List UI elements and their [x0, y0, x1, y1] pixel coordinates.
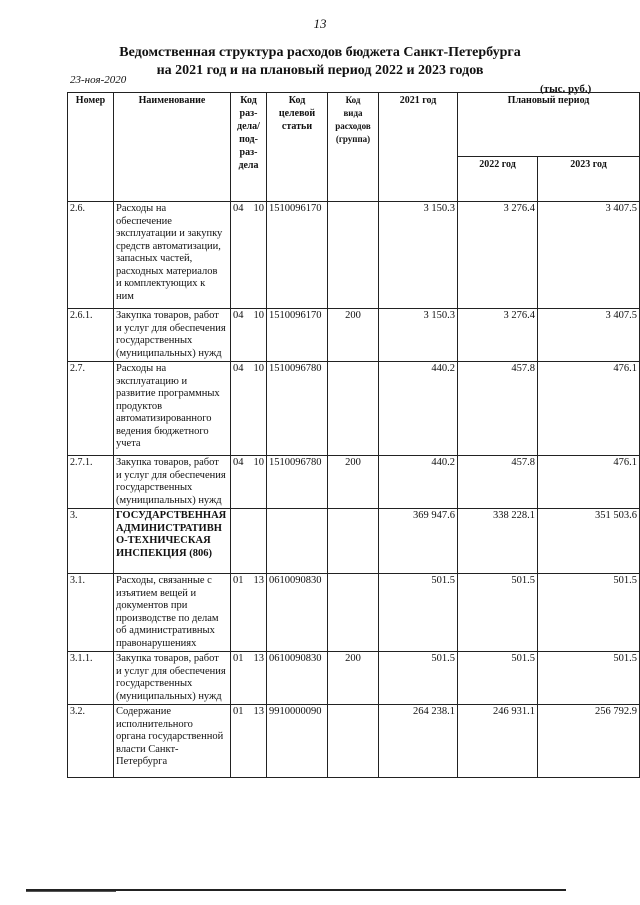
row-section-code — [231, 202, 267, 309]
row-amount-2021: 3 150.3 — [379, 202, 458, 309]
row-section: 04 — [233, 310, 244, 321]
row-amount-2021: 264 238.1 — [379, 705, 458, 778]
page-number: 13 — [313, 16, 327, 31]
row-amount-2023: 476.1 — [538, 456, 640, 509]
row-section-code — [231, 362, 267, 456]
table-row — [68, 574, 640, 652]
row-name: Закупка товаров, работ и услуг для обеспечения государственных (муниципальных) нужд — [114, 652, 231, 705]
row-subsection: 13 — [253, 653, 264, 664]
row-amount-2022: 501.5 — [458, 652, 538, 705]
header-section-code: Код раз- дела/ под- раз- дела — [231, 93, 267, 202]
row-subsection: 10 — [253, 310, 264, 321]
header-name: Наименование — [114, 93, 231, 202]
row-amount-2021: 440.2 — [379, 456, 458, 509]
row-amount-2021: 369 947.6 — [379, 509, 458, 574]
row-amount-2023: 351 503.6 — [538, 509, 640, 574]
row-section-code — [231, 652, 267, 705]
row-name: Закупка товаров, работ и услуг для обеспечения государственных (муниципальных) нужд — [114, 309, 231, 362]
row-expense-group: 200 — [328, 456, 379, 509]
row-amount-2023: 256 792.9 — [538, 705, 640, 778]
row-section-code — [231, 309, 267, 362]
table-row — [68, 309, 640, 362]
row-amount-2022: 3 276.4 — [458, 202, 538, 309]
row-subsection: 10 — [253, 203, 264, 214]
row-target-code — [267, 509, 328, 574]
row-section: 01 — [233, 653, 244, 664]
row-amount-2021: 501.5 — [379, 652, 458, 705]
row-amount-2023: 501.5 — [538, 574, 640, 652]
row-expense-group: 200 — [328, 652, 379, 705]
row-amount-2022: 3 276.4 — [458, 309, 538, 362]
header-expense-type: Код вида расходов (группа) — [328, 93, 379, 202]
row-number: 2.7. — [68, 362, 114, 456]
row-number: 3. — [68, 509, 114, 574]
row-amount-2023: 501.5 — [538, 652, 640, 705]
footer-rule — [26, 889, 566, 892]
row-target-code: 1510096170 — [267, 309, 328, 362]
table-row — [68, 509, 640, 574]
row-section-code — [231, 574, 267, 652]
row-target-code: 1510096780 — [267, 362, 328, 456]
row-expense-group — [328, 705, 379, 778]
row-amount-2023: 3 407.5 — [538, 202, 640, 309]
row-section: 04 — [233, 203, 244, 214]
header-planned-period: Плановый период — [458, 93, 640, 157]
row-section: 04 — [233, 363, 244, 374]
row-section-code — [231, 456, 267, 509]
row-expense-group: 200 — [328, 309, 379, 362]
document-date: 23-ноя-2020 — [70, 74, 127, 86]
row-amount-2023: 3 407.5 — [538, 309, 640, 362]
row-subsection: 10 — [253, 457, 264, 468]
row-name: ГОСУДАРСТВЕННАЯ АДМИНИСТРАТИВН О-ТЕХНИЧЕСКАЯ ИНСПЕКЦИЯ (806) — [114, 509, 231, 574]
row-amount-2021: 3 150.3 — [379, 309, 458, 362]
row-section: 01 — [233, 706, 244, 717]
header-year-2021: 2021 год — [379, 93, 458, 202]
row-amount-2021: 501.5 — [379, 574, 458, 652]
row-expense-group — [328, 202, 379, 309]
row-name: Расходы на обеспечение эксплуатации и закупку средств автоматизации, запасных частей, расходных материалов и комплектующих к ним — [114, 202, 231, 309]
row-section-code — [231, 705, 267, 778]
row-section: 04 — [233, 457, 244, 468]
row-number: 3.1.1. — [68, 652, 114, 705]
budget-table — [67, 92, 640, 778]
row-section: 01 — [233, 575, 244, 586]
row-amount-2022: 457.8 — [458, 456, 538, 509]
row-number: 2.6.1. — [68, 309, 114, 362]
table-row — [68, 362, 640, 456]
row-expense-group — [328, 362, 379, 456]
row-target-code: 1510096780 — [267, 456, 328, 509]
row-subsection: 13 — [253, 706, 264, 717]
table-row — [68, 202, 640, 309]
row-name: Содержание исполнительного органа государственной власти Санкт- Петербурга — [114, 705, 231, 778]
row-amount-2022: 457.8 — [458, 362, 538, 456]
row-name: Закупка товаров, работ и услуг для обеспечения государственных (муниципальных) нужд — [114, 456, 231, 509]
header-year-2022: 2022 год — [458, 157, 538, 202]
title-line-2: на 2021 год и на плановый период 2022 и 2023 годов — [156, 63, 484, 78]
row-target-code: 9910000090 — [267, 705, 328, 778]
row-expense-group — [328, 509, 379, 574]
header-number: Номер — [68, 93, 114, 202]
table-row — [68, 705, 640, 778]
row-subsection: 13 — [253, 575, 264, 586]
row-amount-2022: 246 931.1 — [458, 705, 538, 778]
row-amount-2022: 338 228.1 — [458, 509, 538, 574]
row-target-code: 0610090830 — [267, 652, 328, 705]
row-target-code: 0610090830 — [267, 574, 328, 652]
row-expense-group — [328, 574, 379, 652]
row-section-code — [231, 509, 267, 574]
row-amount-2022: 501.5 — [458, 574, 538, 652]
row-subsection: 10 — [253, 363, 264, 374]
row-number: 3.1. — [68, 574, 114, 652]
header-target-code: Код целевой статьи — [267, 93, 328, 202]
header-year-2023: 2023 год — [538, 157, 640, 202]
unit-label: (тыс. руб.) — [540, 83, 592, 95]
row-amount-2023: 476.1 — [538, 362, 640, 456]
row-name: Расходы на эксплуатацию и развитие программных продуктов автоматизированного ведения бюджетного учета — [114, 362, 231, 456]
row-number: 3.2. — [68, 705, 114, 778]
table-row — [68, 456, 640, 509]
row-target-code: 1510096170 — [267, 202, 328, 309]
table-row — [68, 652, 640, 705]
row-number: 2.6. — [68, 202, 114, 309]
row-amount-2021: 440.2 — [379, 362, 458, 456]
row-number: 2.7.1. — [68, 456, 114, 509]
row-name: Расходы, связанные с изъятием вещей и документов при производстве по делам об административных правонарушениях — [114, 574, 231, 652]
title-line-1: Ведомственная структура расходов бюджета Санкт-Петербурга — [119, 45, 521, 60]
